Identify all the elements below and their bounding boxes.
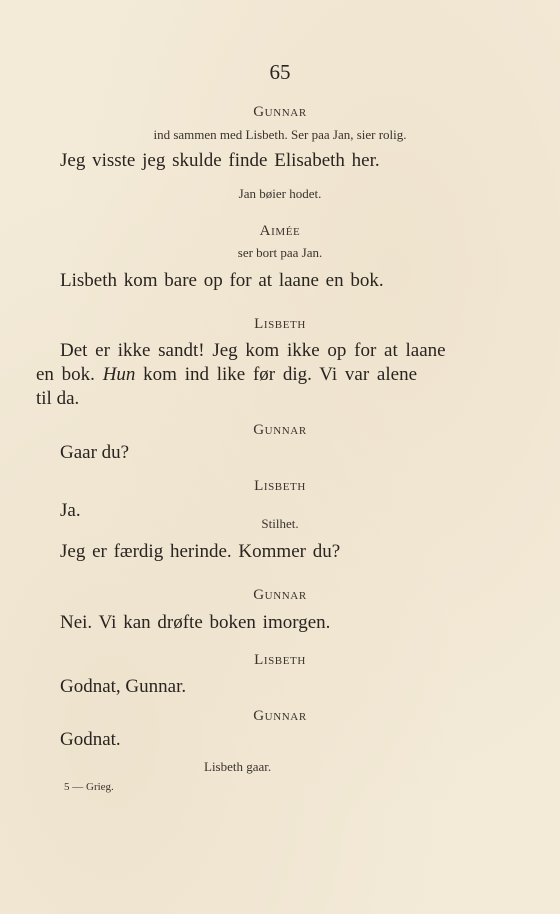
stage-direction-4: Stilhet. — [261, 516, 299, 531]
dialogue-line-3b-end: kom ind like før dig. Vi var alene — [143, 364, 418, 385]
dialogue-line-3a: Det er ikke sandt! Jeg kom ikke op for at laane — [60, 340, 446, 361]
dialogue-line-3c: til da. — [36, 388, 80, 409]
page-number: 65 — [269, 60, 291, 84]
stage-direction-1: ind sammen med Lisbeth. Ser paa Jan, sier rolig. — [153, 127, 407, 142]
dialogue-line-1: Jeg visste jeg skulde finde Elisabeth her. — [60, 150, 380, 171]
speaker-lisbeth-2: Lisbeth — [254, 478, 306, 494]
speaker-aimee: Aimée — [259, 223, 301, 239]
dialogue-line-4: Gaar du? — [60, 442, 130, 463]
dialogue-line-3b — [36, 364, 417, 386]
stage-direction-5: Lisbeth gaar. — [204, 759, 272, 774]
dialogue-line-3b-emphasis: Hun — [102, 364, 136, 385]
speaker-lisbeth-3: Lisbeth — [254, 652, 306, 668]
dialogue-line-2: Lisbeth kom bare op for at laane en bok. — [60, 270, 384, 291]
dialogue-line-3b-start: en bok. — [36, 364, 95, 385]
dialogue-line-6: Jeg er færdig herinde. Kommer du? — [60, 541, 341, 562]
speaker-lisbeth-1: Lisbeth — [254, 316, 306, 332]
dialogue-line-5: Ja. — [60, 500, 81, 521]
dialogue-line-9: Godnat. — [60, 729, 121, 750]
dialogue-line-8: Godnat, Gunnar. — [60, 676, 187, 697]
speaker-gunnar-3: Gunnar — [253, 587, 307, 603]
speaker-gunnar-1: Gunnar — [253, 104, 307, 120]
page-footer-signature: 5 — Grieg. — [64, 781, 114, 793]
speaker-gunnar-4: Gunnar — [253, 708, 307, 724]
stage-direction-2: Jan bøier hodet. — [238, 186, 322, 201]
dialogue-line-7: Nei. Vi kan drøfte boken imorgen. — [60, 612, 331, 633]
stage-direction-3: ser bort paa Jan. — [237, 245, 323, 260]
speaker-gunnar-2: Gunnar — [253, 422, 307, 438]
